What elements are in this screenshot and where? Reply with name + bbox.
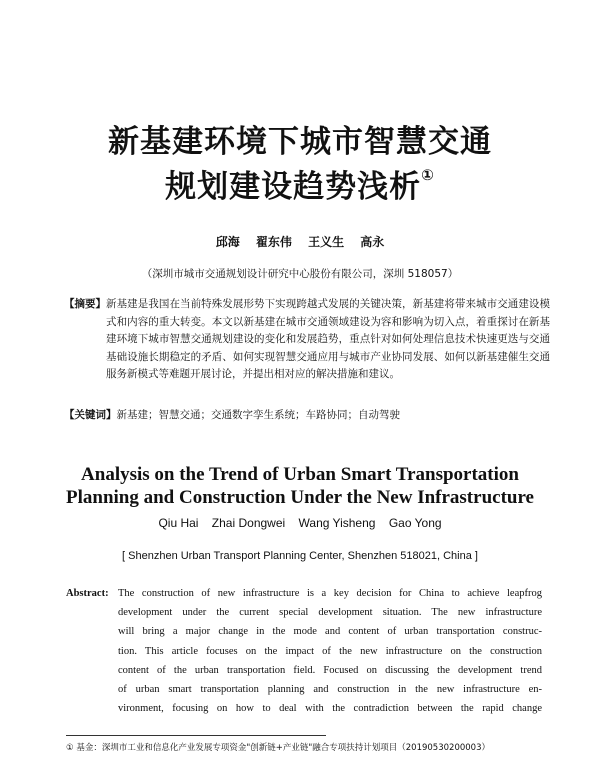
english-abstract-line: of urban smart transportation planning and construction in the new infrastructure en-: [118, 684, 542, 696]
author-en-2: Zhai Dongwei: [211, 516, 286, 530]
chinese-keywords: [64, 407, 550, 422]
english-title-line1: Analysis on the Trend of Urban Smart Transportation: [81, 464, 519, 485]
footnote-divider: [66, 735, 326, 736]
chinese-keywords-text: 新基建；智慧交通；交通数字孪生系统；车路协同；自动驾驶: [116, 409, 400, 421]
english-abstract-line: vironment, focusing on how to deal with the contradiction between the rapid change: [118, 703, 542, 715]
english-abstract: [66, 584, 542, 718]
english-title-line2: Planning and Construction Under the New Infrastructure: [66, 487, 534, 508]
chinese-abstract-label: 【摘要】: [64, 298, 106, 310]
chinese-authors: [0, 233, 600, 250]
english-abstract-line: development under the current special development situation. The new infrastructure: [118, 607, 542, 619]
chinese-keywords-label: 【关键词】: [64, 409, 117, 421]
english-affiliation: [ Shenzhen Urban Transport Planning Center, Shenzhen 518021, China ]: [122, 550, 478, 562]
english-abstract-line: The construction of new infrastructure is a key decision for China to achieve leapfrog: [118, 588, 542, 599]
author-en-4: Gao Yong: [388, 516, 442, 530]
english-abstract-line: tion. This article focuses on the impact of the new infrastructure on the construction: [118, 645, 542, 657]
english-abstract-line: will bring a major change in the mode and content of urban transportation construc-: [118, 626, 542, 638]
chinese-affiliation: （深圳市城市交通规划设计研究中心股份有限公司，深圳 518057）: [141, 268, 459, 280]
chinese-abstract: [64, 296, 550, 384]
english-authors: [0, 516, 600, 530]
chinese-title-line2: [0, 166, 600, 205]
chinese-abstract-text: 新基建是我国在当前特殊发展形势下实现跨越式发展的关键决策，新基建将带来城市交通建设模式和内容的重大转变。本文以新基建在城市交通领域建设为容和影响为切入点，着重探讨在新基建环境下城市智慧交通规划建设的变化和发展趋势，重点针对如何处理信息技术快速更迭与交通基础设施长期稳定的矛盾、如何实现智慧交通应用与城市产业协同发展、如何以新基建催生交通服务新模式等难题开展讨论，并提出相对应的解决措施和建议。: [106, 298, 550, 380]
chinese-title-line2-text: 规划建设趋势浅析: [165, 169, 422, 205]
author-zh-2: 翟东伟: [255, 235, 292, 249]
author-zh-4: 高永: [360, 235, 385, 249]
english-abstract-line: content of the urban transportation field. Focused on discussing the development trend: [118, 664, 542, 676]
chinese-title-line1: 新基建环境下城市智慧交通: [108, 124, 492, 160]
footnote: ① 基金：深圳市工业和信息化产业发展专项资金"创新链+产业链"融合专项扶持计划项目（20190530200003）: [66, 743, 490, 753]
author-en-3: Wang Yisheng: [298, 516, 376, 530]
title-footnote-mark: ①: [421, 166, 435, 184]
author-zh-3: 王义生: [308, 235, 345, 249]
author-en-1: Qiu Hai: [158, 516, 199, 530]
author-zh-1: 邱海: [215, 235, 240, 249]
english-abstract-label: Abstract:: [66, 588, 109, 599]
